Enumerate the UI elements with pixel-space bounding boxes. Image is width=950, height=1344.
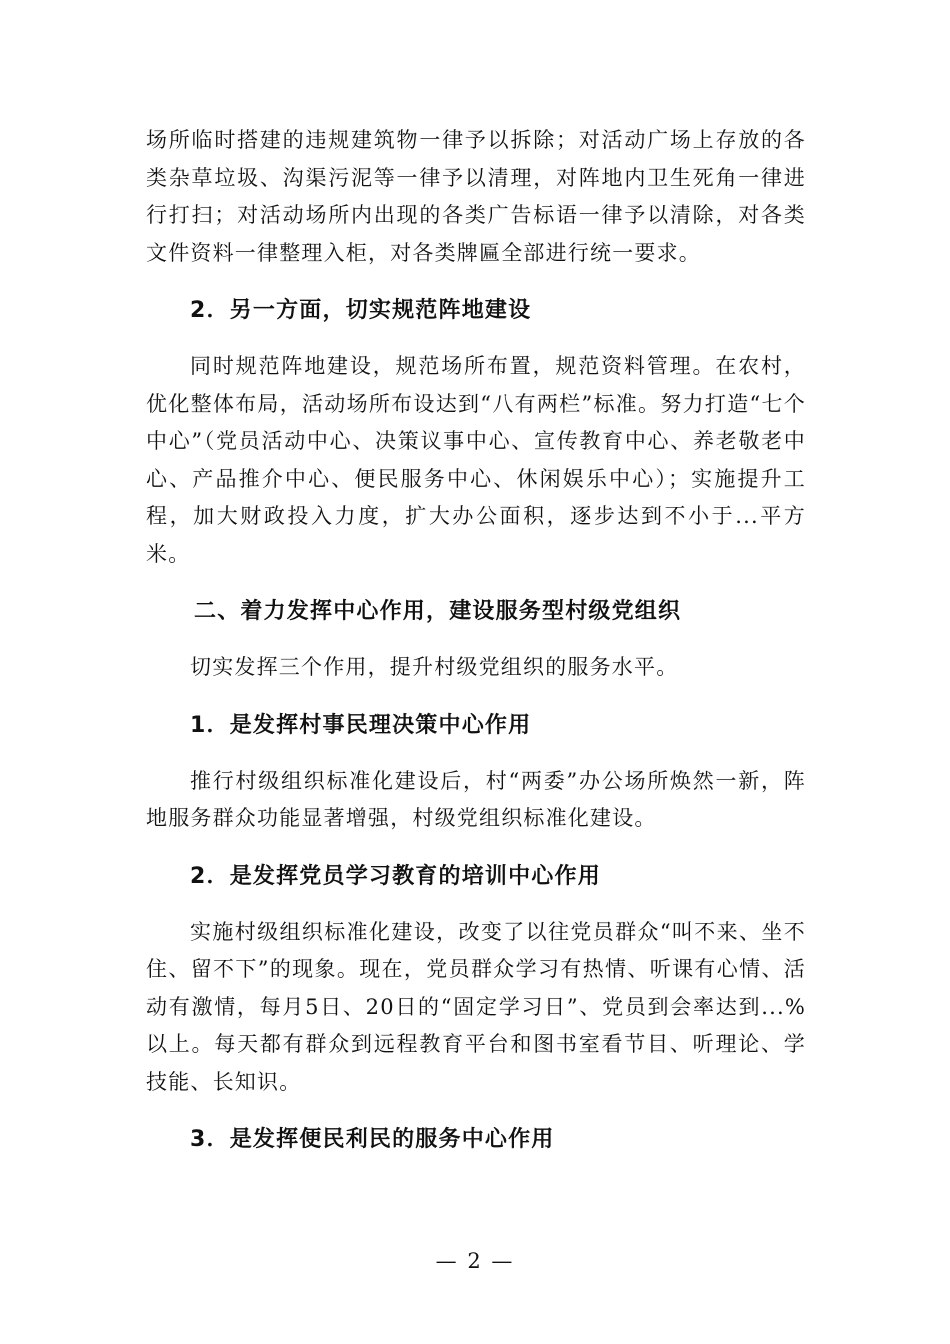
section-heading-2: 二、着力发挥中心作用，建设服务型村级党组织 <box>194 599 682 624</box>
subheading-2: 2．另一方面，切实规范阵地建设 <box>190 298 532 323</box>
document-body <box>146 122 806 1155</box>
subheading-training-center: 2．是发挥党员学习教育的培训中心作用 <box>190 863 601 889</box>
subheading-decision-center: 1．是发挥村事民理决策中心作用 <box>190 712 532 738</box>
paragraph-standardize: 同时规范阵地建设，规范场所布置，规范资料管理。在农村，优化整体布局，活动场所布设达到“八有两栏”标准。努力打造“七个中心”（党员活动中心、决策议事中心、宣传教育中心、养老敬老中心、产品推介中心、便民服务中心、休闲娱乐中心）；实施提升工程，加大财政投入力度，扩大办公面积，逐步达到不小于...平方米。 <box>146 354 806 566</box>
subheading-service-center: 3．是发挥便民利民的服务中心作用 <box>190 1127 555 1152</box>
paragraph-three-roles: 切实发挥三个作用，提升村级党组织的服务水平。 <box>190 655 679 679</box>
paragraph-continued: 场所临时搭建的违规建筑物一律予以拆除；对活动广场上存放的各类杂草垃圾、沟渠污泥等一律予以清理，对阵地内卫生死角一律进行打扫；对活动场所内出现的各类广告标语一律予以清除，对各类文件资料一律整理入柜，对各类牌匾全部进行统一要求。 <box>146 128 806 265</box>
paragraph-training-center: 实施村级组织标准化建设，改变了以往党员群众“叫不来、坐不住、留不下”的现象。现在，党员群众学习有热情、听课有心情、活动有激情，每月5日、20日的“固定学习日”、党员到会率达到...%以上。每天都有群众到远程教育平台和图书室看节目、听理论、学技能、长知识。 <box>146 919 806 1094</box>
page-number: — 2 — <box>435 1249 515 1273</box>
paragraph-decision-center: 推行村级组织标准化建设后，村“两委”办公场所焕然一新，阵地服务群众功能显著增强，村级党组织标准化建设。 <box>146 768 806 830</box>
